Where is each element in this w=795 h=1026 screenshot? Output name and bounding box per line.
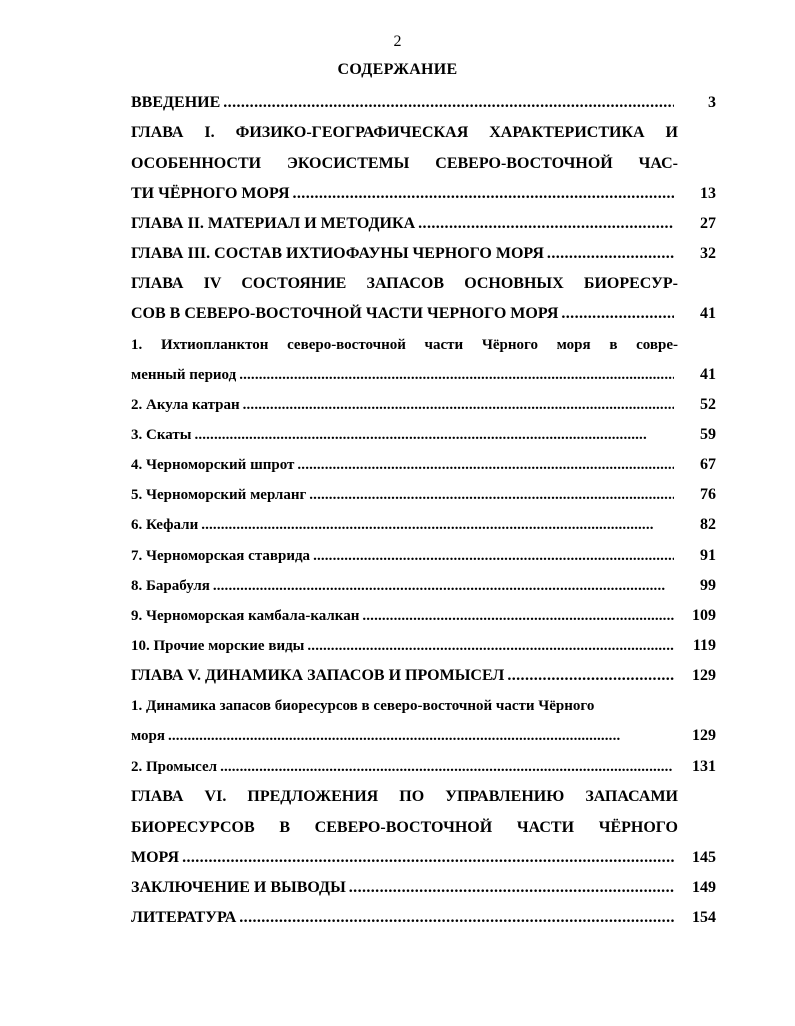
toc-entry-text: ВВЕДЕНИЕ [131,94,221,111]
toc-entry-other-species[interactable] [131,633,716,655]
leader-dots [239,367,674,384]
toc-entry-page: 13 [700,185,716,202]
page-number: 2 [393,33,402,50]
toc-entry-text: ГЛАВА V. ДИНАМИКА ЗАПАСОВ И ПРОМЫСЕЛ [131,667,505,684]
toc-entry-turbot[interactable] [131,603,716,625]
leader-dots [349,879,674,897]
toc-entry-page: 32 [700,245,716,262]
toc-entry-chapter-1-line-3[interactable] [131,181,716,203]
leader-dots [313,548,674,565]
toc-entry-chapter-2[interactable] [131,211,716,233]
toc-entry-mullets[interactable] [131,512,716,534]
toc-entry-text: ГЛАВА II. МАТЕРИАЛ И МЕТОДИКА [131,215,416,232]
toc-entry-text: МОРЯ [131,849,180,866]
toc-entry-page: 41 [700,305,716,322]
toc-entry-text: 5. Черноморский мерланг [131,487,307,503]
leader-dots [507,667,674,685]
toc-entry-chapter-4-line-1[interactable] [131,271,716,293]
toc-entry-text: ЗАКЛЮЧЕНИЕ И ВЫВОДЫ [131,879,346,896]
toc-entry-chapter-3[interactable] [131,241,716,263]
leader-dots [561,305,674,323]
toc-entry-literature[interactable] [131,905,716,927]
toc-entry-text: 3. Скаты [131,427,192,443]
toc-entry-page: 76 [700,486,716,503]
toc-entry-text: ЛИТЕРАТУРА [131,909,237,926]
toc-entry-chapter-6-line-1[interactable] [131,784,716,806]
toc-entry-stock-dynamics-line-1[interactable] [131,693,716,715]
leader-dots [168,728,674,745]
toc-entry-text: 4. Черноморский шпрот [131,457,295,473]
toc-entry-page: 109 [692,607,716,624]
toc-entry-page: 99 [700,577,716,594]
leader-dots [223,94,674,112]
toc-entry-page: 131 [692,758,716,775]
toc-entry-page: 119 [692,637,716,654]
toc-entry-chapter-4-line-2[interactable] [131,301,716,323]
leader-dots [201,517,674,534]
leader-dots [293,185,675,203]
toc-entry-page: 149 [692,879,716,896]
toc-entry-text: 7. Черноморская ставрида [131,548,311,564]
leader-dots [362,608,674,625]
toc-entry-chapter-5[interactable] [131,663,716,685]
toc-entry-katran[interactable] [131,392,716,414]
toc-entry-page: 27 [700,215,716,232]
toc-entry-page: 59 [700,426,716,443]
toc-entry-text: ОСОБЕННОСТИ ЭКОСИСТЕМЫ СЕВЕРО-ВОСТОЧНОЙ ЧАС- [131,155,678,172]
leader-dots [213,578,674,595]
toc-entry-sprat[interactable] [131,452,716,474]
toc-entry-red-mullet[interactable] [131,573,716,595]
leader-dots [220,759,674,776]
leader-dots [243,397,674,414]
toc-entry-chapter-1-line-2[interactable] [131,151,716,173]
toc-entry-text: ГЛАВА III. СОСТАВ ИХТИОФАУНЫ ЧЕРНОГО МОРЯ [131,245,544,262]
leader-dots [194,427,674,444]
leader-dots [418,215,674,233]
leader-dots [309,487,674,504]
toc-entry-text: 1. Динамика запасов биоресурсов в северо-восточной части Чёрного [131,698,595,714]
toc-entry-text: ГЛАВА I. ФИЗИКО-ГЕОГРАФИЧЕСКАЯ ХАРАКТЕРИСТИКА И [131,124,678,141]
toc-entry-text: менный период [131,367,237,383]
leader-dots [297,457,674,474]
toc-entry-text: СОВ В СЕВЕРО-ВОСТОЧНОЙ ЧАСТИ ЧЕРНОГО МОРЯ [131,305,559,322]
toc-entry-ichthyoplankton-line-1[interactable] [131,332,716,354]
toc-entry-page: 82 [700,516,716,533]
toc-entry-text: 1. Ихтиопланктон северо-восточной части Чёрного моря в совре- [131,337,678,353]
toc-entry-page: 67 [700,456,716,473]
toc-entry-text: 2. Промысел [131,759,218,775]
toc-entry-page: 91 [700,547,716,564]
leader-dots [239,909,674,927]
toc-entry-fishery[interactable] [131,754,716,776]
toc-entry-chapter-6-line-2[interactable] [131,815,716,837]
toc-entry-text: 6. Кефали [131,517,199,533]
toc-entry-horse-mackerel[interactable] [131,543,716,565]
toc-entry-ichthyoplankton-line-2[interactable] [131,362,716,384]
toc-entry-text: ГЛАВА IV СОСТОЯНИЕ ЗАПАСОВ ОСНОВНЫХ БИОРЕСУР- [131,275,678,292]
toc-entry-text: ТИ ЧЁРНОГО МОРЯ [131,185,290,202]
toc-entry-text: 10. Прочие морские виды [131,638,305,654]
toc-entry-page: 145 [692,849,716,866]
toc-entry-text: моря [131,728,165,744]
toc-entry-whiting[interactable] [131,482,716,504]
toc-entry-stock-dynamics-line-2[interactable] [131,723,716,745]
toc-entry-text: 2. Акула катран [131,397,240,413]
toc-entry-skates[interactable] [131,422,716,444]
toc-entry-introduction[interactable] [131,90,716,112]
toc-entry-page: 129 [692,667,716,684]
toc-entry-text: 8. Барабуля [131,578,210,594]
toc-entry-chapter-1-line-1[interactable] [131,120,716,142]
page-title: СОДЕРЖАНИЕ [337,61,458,78]
toc-entry-page: 129 [692,727,716,744]
toc-entry-text: БИОРЕСУРСОВ В СЕВЕРО-ВОСТОЧНОЙ ЧАСТИ ЧЁРНОГО [131,819,678,836]
toc-entry-page: 154 [692,909,716,926]
toc-entry-chapter-6-line-3[interactable] [131,845,716,867]
toc-entry-page: 3 [708,94,716,111]
leader-dots [182,849,674,867]
leader-dots [547,245,674,263]
leader-dots [307,638,674,655]
toc-entry-conclusion[interactable] [131,875,716,897]
toc-entry-text: 9. Черноморская камбала-калкан [131,608,360,624]
toc-entry-page: 41 [700,366,716,383]
toc-entry-text: ГЛАВА VI. ПРЕДЛОЖЕНИЯ ПО УПРАВЛЕНИЮ ЗАПАСАМИ [131,788,678,805]
toc-entry-page: 52 [700,396,716,413]
